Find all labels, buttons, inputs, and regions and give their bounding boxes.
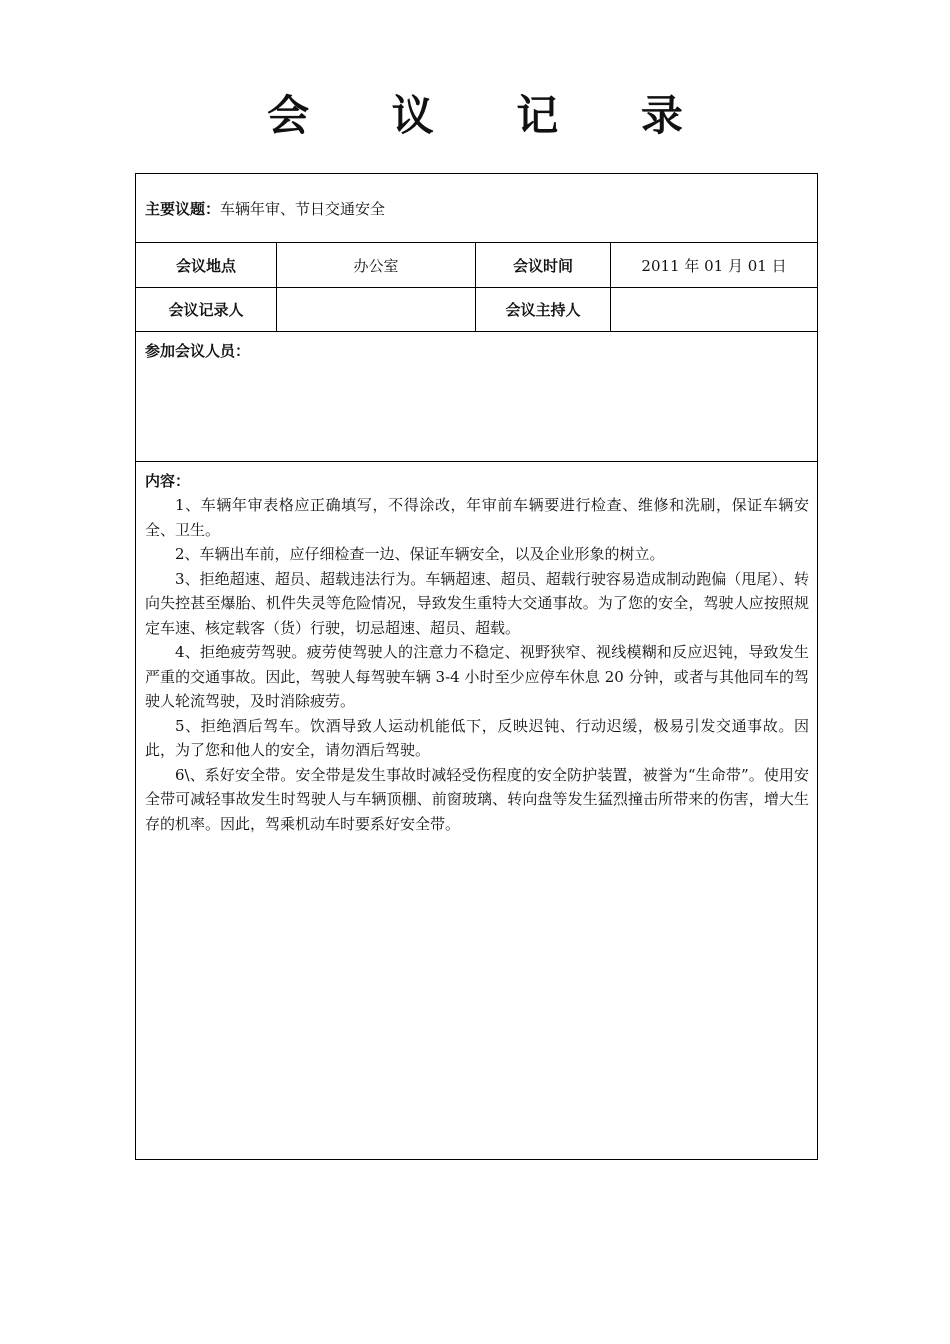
recorder-label: 会议记录人 <box>136 288 277 332</box>
attendees-label: 参加会议人员： <box>145 342 251 360</box>
attendees-row <box>136 332 818 462</box>
attendees-cell <box>136 332 818 462</box>
place-time-row <box>136 243 818 288</box>
time-value: 2011 年 01 月 01 日 <box>611 243 818 288</box>
host-value <box>611 288 818 332</box>
host-label: 会议主持人 <box>476 288 611 332</box>
place-label: 会议地点 <box>136 243 277 288</box>
recorder-value <box>277 288 476 332</box>
time-label: 会议时间 <box>476 243 611 288</box>
content-paragraph: 4、拒绝疲劳驾驶。疲劳使驾驶人的注意力不稳定、视野狭窄、视线模糊和反应迟钝，导致发生严重的交通事故。因此，驾驶人每驾驶车辆 3-4 小时至少应停车休息 20 分钟，或者与其他同车的驾驶人轮流驾驶，及时消除疲劳。 <box>145 643 810 710</box>
content-cell <box>136 462 818 1160</box>
document-title: 会 议 记 录 <box>267 91 717 140</box>
topic-value: 车辆年审、节日交通安全 <box>220 199 386 218</box>
place-value: 办公室 <box>277 243 476 288</box>
content-paragraph: 6\、系好安全带。安全带是发生事故时减轻受伤程度的安全防护装置，被誉为“生命带”。使用安全带可减轻事故发生时驾驶人与车辆顶棚、前窗玻璃、转向盘等发生猛烈撞击所带来的伤害，增大生存的机率。因此，驾乘机动车时要系好安全带。 <box>145 765 810 833</box>
content-label: 内容： <box>145 472 191 490</box>
content-row <box>136 462 818 1160</box>
meeting-record-form <box>135 173 818 1160</box>
topic-cell <box>136 174 818 243</box>
content-paragraph: 2、车辆出车前，应仔细检查一边、保证车辆安全，以及企业形象的树立。 <box>175 545 665 563</box>
content-paragraph: 5、拒绝酒后驾车。饮酒导致人运动机能低下，反映迟钝、行动迟缓，极易引发交通事故。因此，为了您和他人的安全，请勿酒后驾驶。 <box>145 716 810 759</box>
content-paragraph: 3、拒绝超速、超员、超载违法行为。车辆超速、超员、超载行驶容易造成制动跑偏（甩尾）、转向失控甚至爆胎、机件失灵等危险情况，导致发生重特大交通事故。为了您的安全，驾驶人应按照规定车速、核定载客（货）行驶，切忌超速、超员、超载。 <box>145 569 810 637</box>
topic-row <box>136 174 818 243</box>
recorder-host-row <box>136 288 818 332</box>
content-paragraph: 1、车辆年审表格应正确填写，不得涂改，年审前车辆要进行检查、维修和洗刷，保证车辆安全、卫生。 <box>145 496 810 539</box>
topic-label: 主要议题： <box>145 199 221 218</box>
